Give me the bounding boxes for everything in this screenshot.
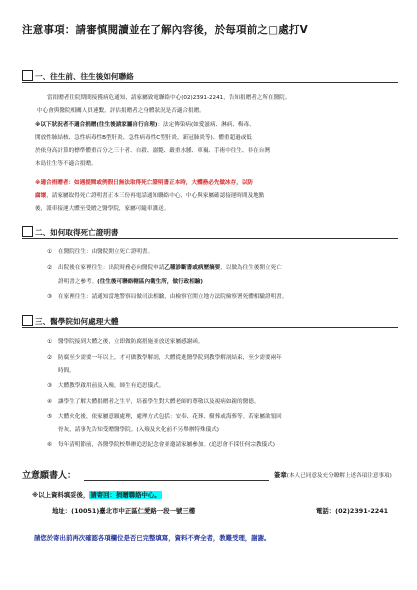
footer-note: 請您於寄出前再次確認各項欄位是否已完整填寫，資料不齊全者，教難受理，謝謝。: [34, 534, 271, 542]
signature-field[interactable]: [84, 480, 269, 481]
section1-exclusion-line2: 開放性肺結核、急性病毒性B型肝炎、急性病毒性C型肝炎、新冠肺炎等)、體重超過或低: [35, 135, 252, 141]
item-text: 讓學生了解大體捐贈者之生平，培養學生對大體老師的尊敬以及視病如親的醫德。: [58, 399, 260, 405]
signature-note: [274, 470, 392, 479]
signature-consent-note: (本人已同意及充分瞭解上述各項注意事項): [286, 473, 392, 479]
section3-item4: [47, 397, 259, 405]
section1-exclusion-line4: 本島往生等不適合捐贈。: [35, 161, 97, 167]
item-text: 防腐至少需要一年以上，才可做教學解剖，大體從進醫學院到教學解剖結束，至少需要兩年: [58, 355, 282, 361]
exclusion-text: ：法定傳染病(如愛滋病、淋病、梅毒、: [157, 122, 255, 128]
section3-heading: [22, 315, 119, 327]
section1-exclusion-line3: 於依身高計算的標準體重百分之三十者、自殺、溺斃、嚴重水腫、車禍、手術中往生、非在台灣: [35, 148, 270, 154]
item-text: 在家裡往生：請通知當地警察局做司法相驗，由檢察官開立地方法院檢察署死體相驗證明書。: [58, 294, 288, 300]
phone-line: 電話：(02)2391-2241: [316, 507, 389, 515]
item-text: 證明書之參考。: [58, 279, 98, 285]
signature-seal-label: 簽章: [274, 471, 287, 479]
section1-para1-line2: 中心會與醫院相關人員連繫，評估捐贈者之身體狀況是否適合捐贈。: [37, 108, 205, 114]
section3-item2: [47, 353, 282, 361]
section2-item2-line2: [58, 277, 203, 285]
warning-red-word: 腐壞: [35, 193, 47, 199]
item-number: ⑤: [47, 414, 53, 420]
section1-heading: [22, 70, 134, 82]
item-text: 大體教學啟用前及入殮，師生有追思儀式。: [58, 383, 165, 389]
section1-warning-line1: ※適合捐贈者：如遇提閱或例假日無法取得死亡證明書正本時，大體務必先做冰存，以防: [35, 180, 254, 186]
checkbox-section2[interactable]: [22, 226, 33, 237]
item-number: ②: [47, 355, 53, 361]
section2-heading-text: 二、如何取得死亡證明書: [35, 228, 119, 237]
section1-heading-text: 一、往生前、往生後如何聯絡: [35, 72, 134, 81]
exclusion-lead: ※以下狀況者不適合捐贈(往生後請家屬自行自理): [35, 122, 158, 128]
section1-exclusion-line1: [35, 120, 255, 128]
checkbox-section3[interactable]: [22, 315, 33, 326]
item-text: 大體火化後，依家屬意願處理，處理方式包括：安奉、花葬、樹葬或海葬等。若家屬欲領回: [58, 414, 282, 420]
checkbox-section1[interactable]: [22, 70, 33, 81]
item-bold-text: (往生後可聯絡轄區內衛生所，做行政相驗): [97, 279, 203, 285]
item-text: ，以做為往生後開立死亡: [220, 265, 282, 271]
section1-warning-line2: [35, 191, 264, 199]
section1-warning-line3: 後，派車接運大體至受贈之醫學院，家屬可隨車護送。: [35, 206, 170, 212]
item-text: 每年清明節前，各醫學院校舉辦追思紀念會並邀請家屬參加。(追思會不採任何宗教儀式): [58, 442, 275, 448]
divider: [22, 238, 398, 239]
item-number: ①: [47, 339, 53, 345]
item-bold-text: 乙種診斷書或病歷摘要: [164, 265, 221, 271]
mail-instruction: [32, 490, 162, 499]
signature-label: 立意願書人：: [22, 471, 77, 481]
section3-item6: [47, 440, 275, 448]
section3-item5: [47, 412, 282, 420]
item-number: ⑥: [47, 442, 53, 448]
section3-item2-line2: 時間。: [58, 368, 75, 374]
item-number: ③: [47, 294, 53, 300]
item-number: ②: [47, 265, 53, 271]
section3-item1: [47, 337, 203, 345]
section2-item3: [47, 292, 287, 300]
mail-lead: ※以上資料填妥後，: [32, 491, 90, 499]
item-number: ③: [47, 383, 53, 389]
divider: [22, 327, 398, 328]
item-number: ④: [47, 399, 53, 405]
page-title: 注意事項：請審慎閱讀並在了解內容後，於每項前之□處打V: [22, 24, 308, 36]
warning-rest: ，請家屬取得死亡證明書正本三份再電話通知聯絡中心，中心與家屬確認接運時間及地點: [46, 193, 265, 199]
signature-row: [22, 468, 402, 484]
section2-item1: [47, 247, 153, 255]
section3-item3: [47, 381, 164, 389]
item-text: 出院後在家裡往生：出院時務必向醫院申請: [58, 265, 165, 271]
item-text: 醫學院接到大體之後，立即做防腐措施並放送家屬感謝函。: [58, 339, 204, 345]
section3-item5-line2: 骨灰，請事先告知受贈醫學院。(入殮及火化前不另舉辦特殊儀式): [58, 427, 219, 433]
item-number: ①: [47, 249, 53, 255]
section1-para1-line1: 當捐贈者住院期間接獲病危通知，請家屬致電聯絡中心(02)2391-2241，告知捐贈者之所在醫院。: [47, 95, 291, 101]
address-line: 地址：(10051)臺北市中正區仁愛路一段一號三樓: [52, 507, 196, 515]
item-text: 在醫院往生：由醫院開立死亡證明書。: [58, 249, 154, 255]
section2-heading: [22, 226, 119, 238]
section2-item2: [47, 263, 282, 271]
section3-heading-text: 三、醫學院如何處理大體: [35, 317, 119, 326]
divider: [22, 82, 398, 83]
mail-highlight: 請寄回：捐贈聯絡中心。: [90, 491, 161, 499]
